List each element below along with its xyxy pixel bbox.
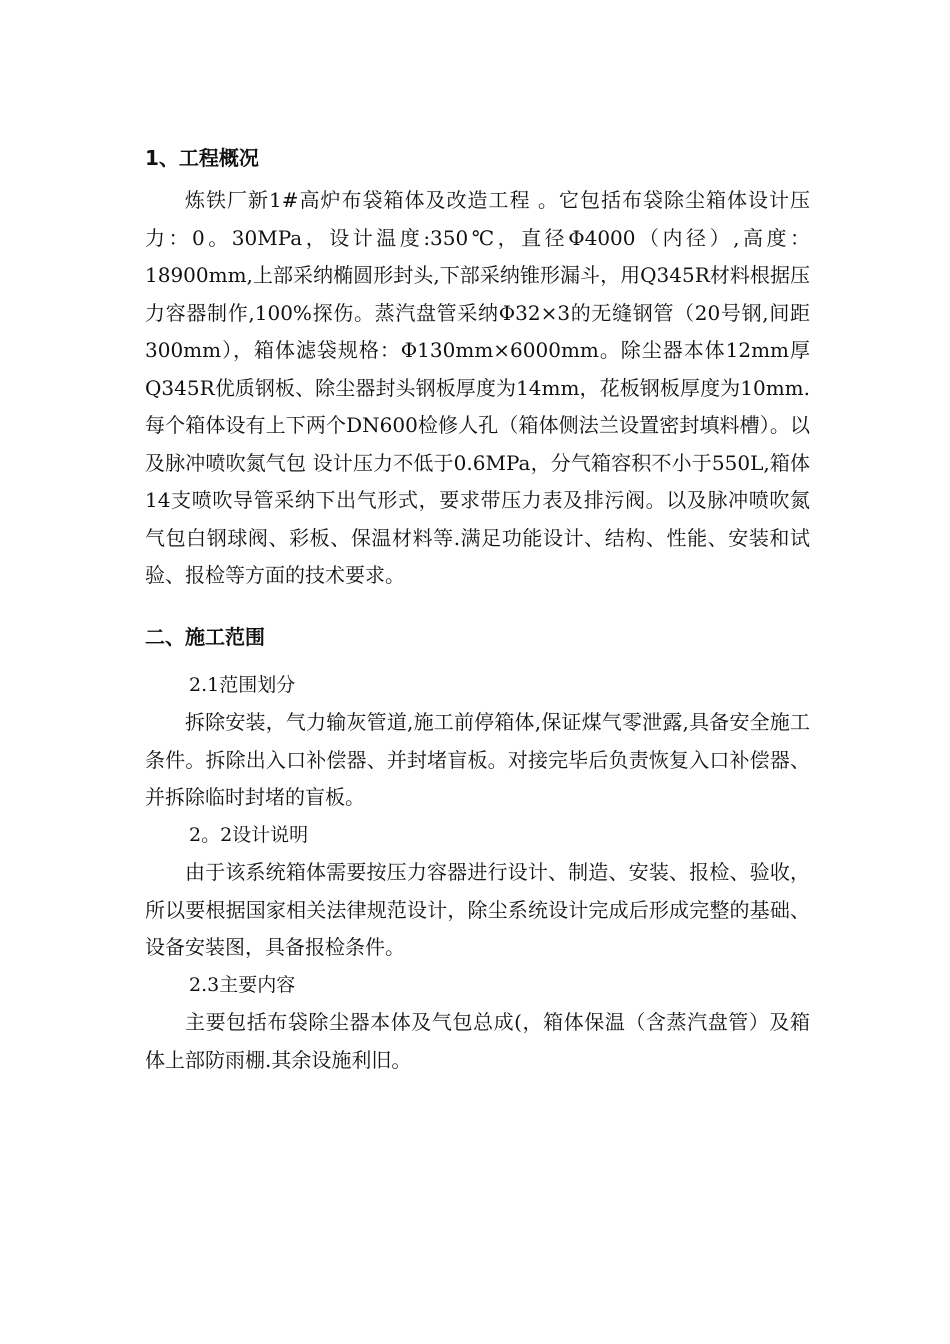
subsection-2-2-title: 2。2设计说明 [189, 823, 309, 846]
subsection-2-1-title: 2.1范围划分 [189, 673, 296, 696]
section-2-heading: 二、施工范围 [145, 624, 265, 649]
section-1-heading: 1、工程概况 [145, 146, 259, 170]
subsection-2-1-text: 拆除安装，气力输灰管道,施工前停箱体,保证煤气零泄露,具备安全施工条件。拆除出入口补偿器、并封堵盲板。对接完毕后负责恢复入口补偿器、并拆除临时封堵的盲板。 [145, 710, 810, 809]
subsection-2-3-title: 2.3主要内容 [189, 973, 296, 996]
section-1-paragraph: 炼铁厂新1#高炉布袋箱体及改造工程 。它包括布袋除尘箱体设计压力：0。30MPa，设计温度:350℃，直径Φ4000（内径）,高度：18900mm,上部采纳椭圆形封头,下部采纳锥形漏斗，用Q345R材料根据压力容器制作,100%探伤。蒸汽盘管采纳Φ32×3的无缝钢管（20号钢,间距300mm），箱体滤袋规格：Φ130mm×6000mm。除尘器本体12mm厚Q345R优质钢板、除尘器封头钢板厚度为14mm，花板钢板厚度为10mm.每个箱体设有上下两个DN600检修人孔（箱体侧法兰设置密封填料槽）。以及脉冲喷吹氮气包 设计压力不低于0.6MPa，分气箱容积不小于550L,箱体14支喷吹导管采纳下出气形式，要求带压力表及排污阀。以及脉冲喷吹氮气包白钢球阀、彩板、保温材料等.满足功能设计、结构、性能、安装和试验、报检等方面的技术要求。 [145, 188, 810, 587]
subsection-2-2-text: 由于该系统箱体需要按压力容器进行设计、制造、安装、报检、验收，所以要根据国家相关法律规范设计，除尘系统设计完成后形成完整的基础、设备安装图，具备报检条件。 [145, 860, 810, 959]
document-body [145, 140, 810, 1079]
subsection-2-3-text: 主要包括布袋除尘器本体及气包总成(，箱体保温（含蒸汽盘管）及箱体上部防雨棚.其余设施利旧。 [145, 1010, 810, 1072]
